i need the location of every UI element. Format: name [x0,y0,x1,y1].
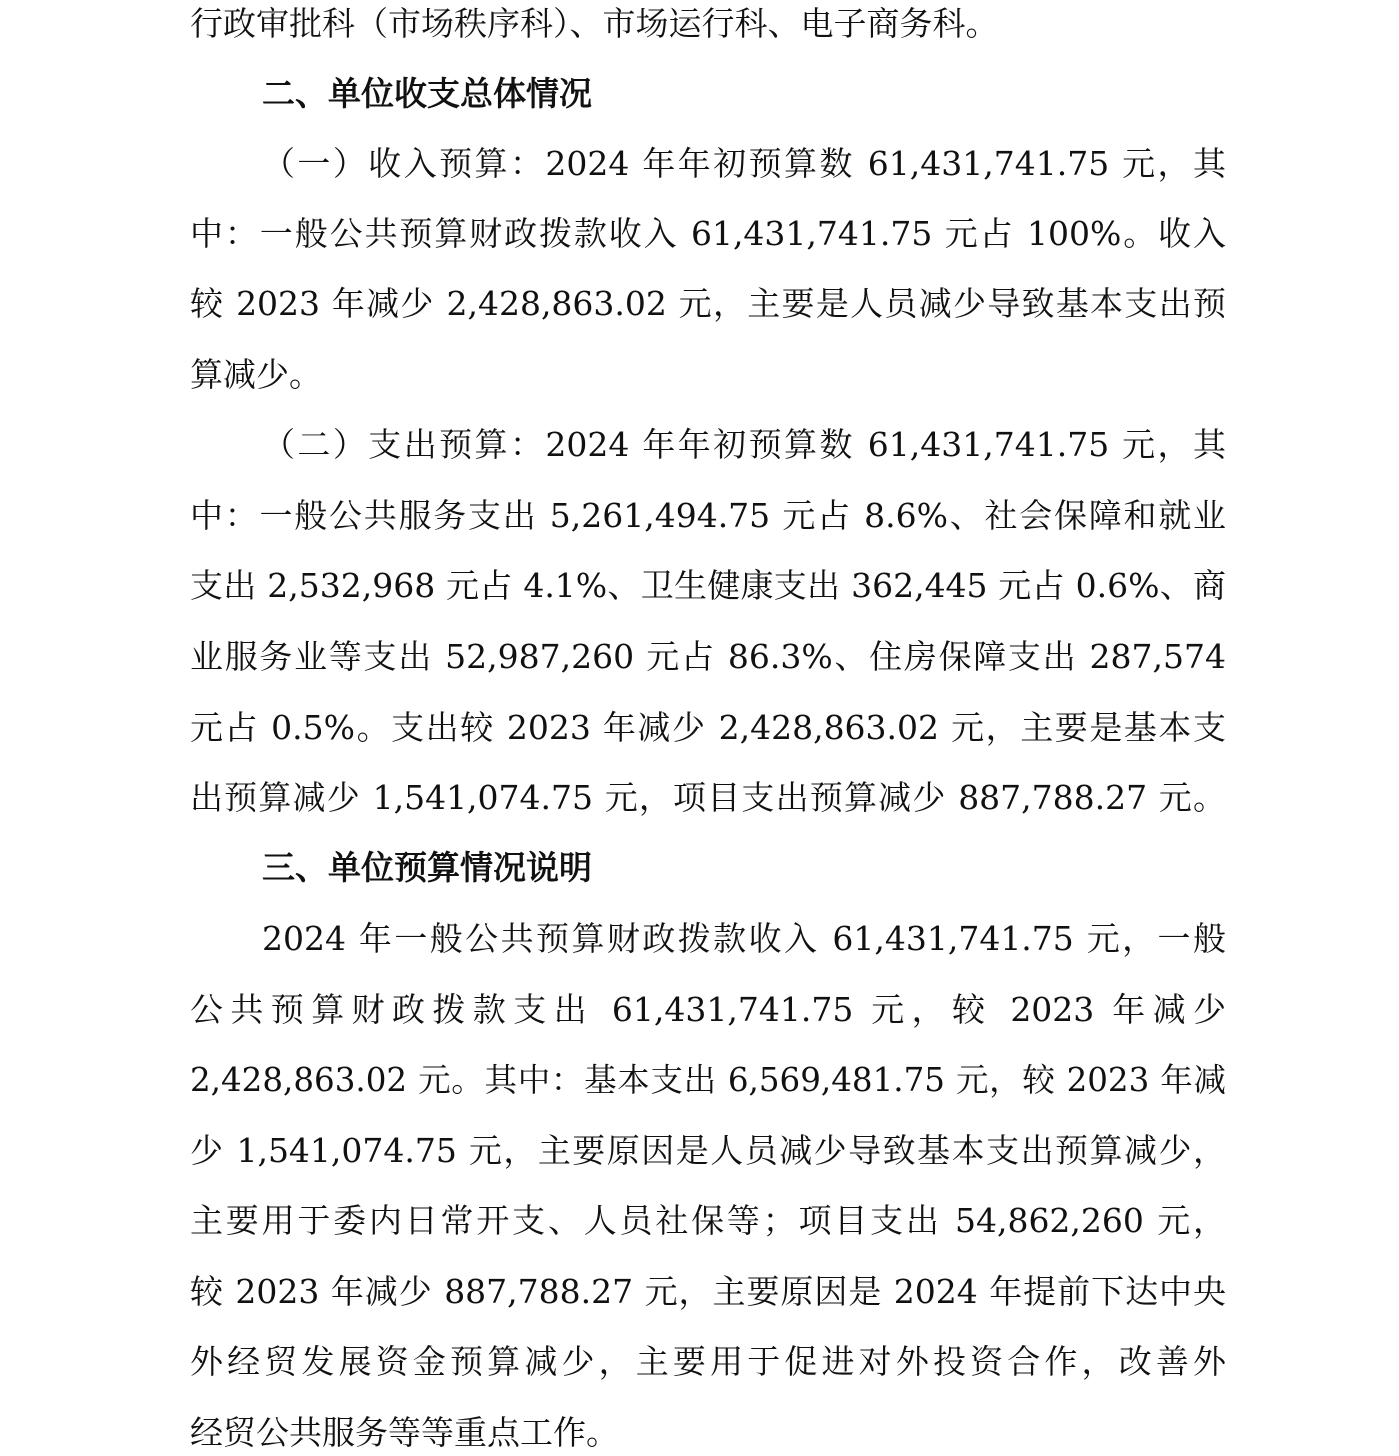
paragraph-line: 中：一般公共服务支出 5,261,494.75 元占 8.6%、社会保障和就业 [190,496,1226,535]
paragraph-line: 较 2023 年减少 887,788.27 元，主要原因是 2024 年提前下达中央 [190,1272,1226,1311]
paragraph-line: 中：一般公共预算财政拨款收入 61,431,741.75 元占 100%。收入 [190,214,1226,253]
paragraph-line: 主要用于委内日常开支、人员社保等；项目支出 54,862,260 元， [190,1201,1226,1240]
paragraph-line: 出预算减少 1,541,074.75 元，项目支出预算减少 887,788.27 元。 [190,778,1226,817]
paragraph-line: 公共预算财政拨款支出 61,431,741.75 元，较 2023 年减少 [190,990,1226,1029]
section-heading: 三、单位预算情况说明 [262,848,592,887]
paragraph-line: 经贸公共服务等等重点工作。 [190,1413,619,1452]
paragraph-line: （二）支出预算：2024 年年初预算数 61,431,741.75 元，其 [262,425,1226,464]
paragraph-line: 业服务业等支出 52,987,260 元占 86.3%、住房保障支出 287,574 [190,637,1226,676]
paragraph-line: 行政审批科（市场秩序科）、市场运行科、电子商务科。 [190,4,999,43]
paragraph-line: 外经贸发展资金预算减少，主要用于促进对外投资合作，改善外 [190,1342,1226,1381]
paragraph-line: 少 1,541,074.75 元，主要原因是人员减少导致基本支出预算减少， [190,1131,1226,1170]
paragraph-line: 支出 2,532,968 元占 4.1%、卫生健康支出 362,445 元占 0.6%、商 [190,566,1226,605]
section-heading: 二、单位收支总体情况 [262,74,592,113]
paragraph-line: 较 2023 年减少 2,428,863.02 元，主要是人员减少导致基本支出预 [190,284,1226,323]
paragraph-line: 元占 0.5%。支出较 2023 年减少 2,428,863.02 元，主要是基本支 [190,708,1226,747]
paragraph-line: 算减少。 [190,355,322,394]
paragraph-line: （一）收入预算：2024 年年初预算数 61,431,741.75 元，其 [262,144,1226,183]
paragraph-line: 2024 年一般公共预算财政拨款收入 61,431,741.75 元，一般 [262,919,1226,958]
paragraph-line: 2,428,863.02 元。其中：基本支出 6,569,481.75 元，较 2023 年减 [190,1061,1226,1099]
